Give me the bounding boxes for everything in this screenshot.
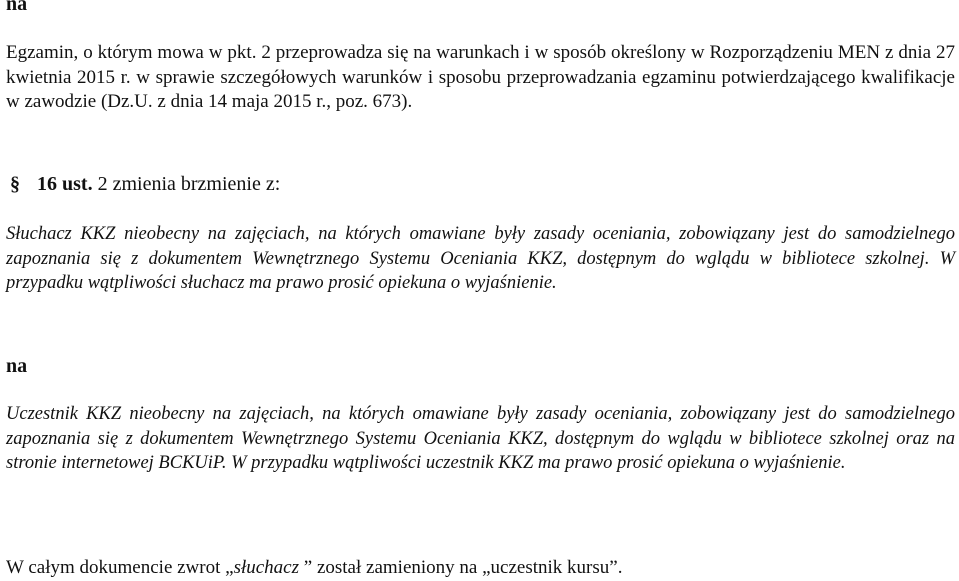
heading-na-top: na <box>6 0 28 15</box>
final-sentence <box>6 556 955 580</box>
section-heading <box>6 172 955 196</box>
paragraph-uczestnik: Uczestnik KKZ nieobecny na zajęciach, na których omawiane były zasady oceniania, zobowiązany jest do samodzielnego zapoznania się z dokumentem Wewnętrznego Systemu Oceniania KKZ, dostępnym do wglądu w bibliotece szkolnej oraz na stronie internetowej BCKUiP. W przypadku wątpliwości uczestnik KKZ ma prawo prosić opiekuna o wyjaśnienie. <box>6 404 955 474</box>
final-term-new: uczestnik kursu <box>490 557 610 578</box>
final-open-quote-1: „ <box>225 557 234 578</box>
section-rest: 2 zmienia brzmienie z: <box>97 173 281 195</box>
final-before: W całym dokumencie zwrot <box>6 557 226 578</box>
paragraph-sluchacz: Słuchacz KKZ nieobecny na zajęciach, na których omawiane były zasady oceniania, zobowiązany jest do samodzielnego zapoznania się z dokumentem Wewnętrznego Systemu Oceniania KKZ, dostępnym do wglądu w bibliotece szkolnej. W przypadku wątpliwości słuchacz ma prawo prosić opiekuna o wyjaśnienie. <box>6 224 955 294</box>
heading-na-middle: na <box>6 355 28 377</box>
final-close-quote-2: ”. <box>609 557 623 578</box>
paragraph-egzamin: Egzamin, o którym mowa w pkt. 2 przeprowadza się na warunkach i w sposób określony w Rozporządzeniu MEN z dnia 27 kwietnia 2015 r. w sprawie szczegółowych warunków i sposobu przeprowadzania egzaminu potwierdzającego kwalifikacje w zawodzie (Dz.U. z dnia 14 maja 2015 r., poz. 673). <box>6 42 955 112</box>
final-term-old: słuchacz <box>233 557 300 578</box>
section-number: 16 ust. <box>37 173 93 195</box>
final-open-quote-2: „ <box>482 557 491 578</box>
section-sign: § <box>10 173 20 195</box>
final-after-old: ” został zamieniony na <box>299 557 483 578</box>
